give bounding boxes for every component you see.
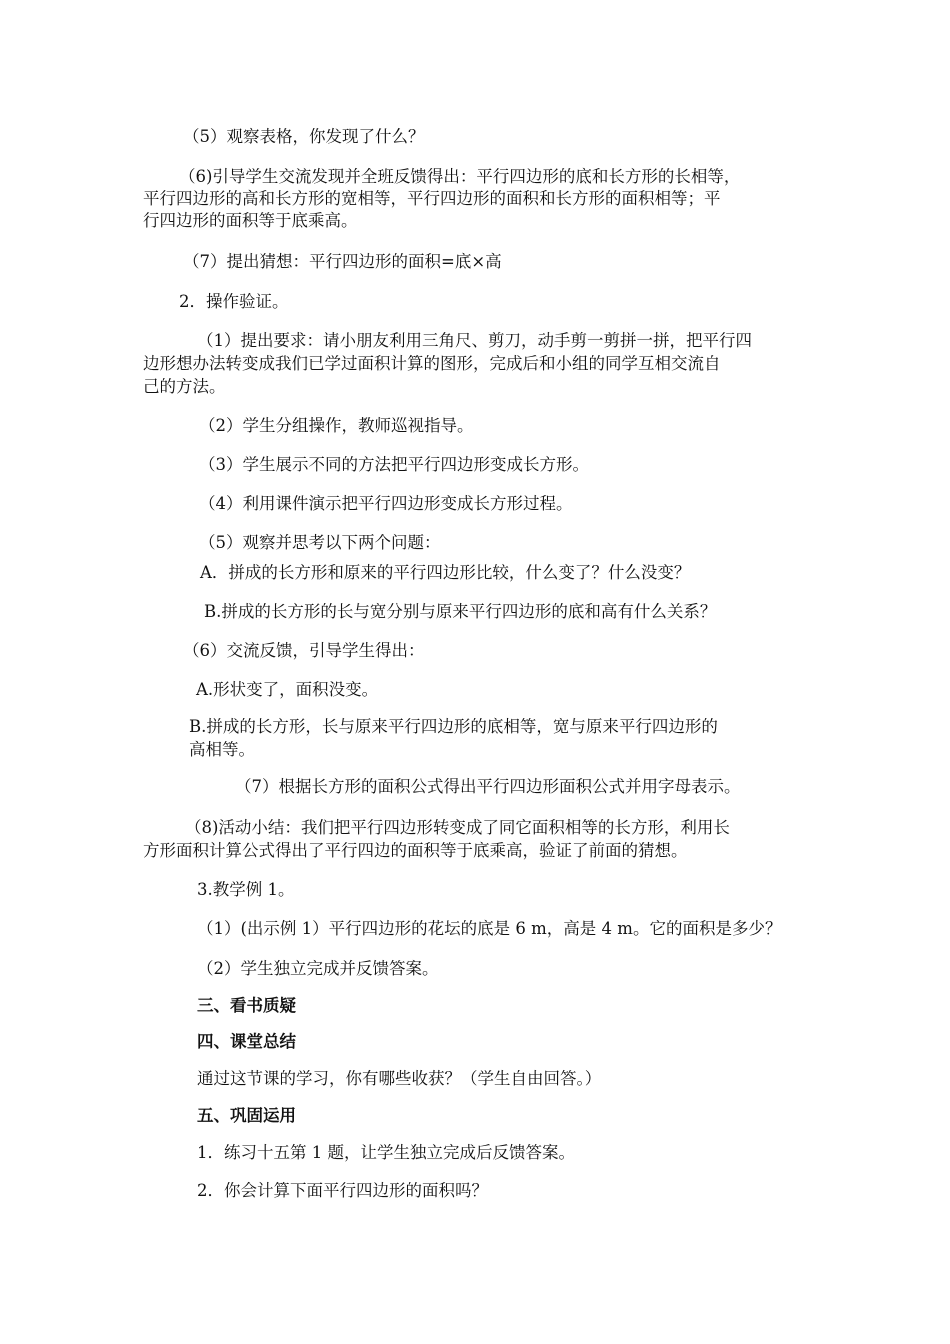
text-line: 1．练习十五第 1 题，让学生独立完成后反馈答案。 — [197, 1143, 575, 1162]
text-line: 己的方法。 — [143, 377, 226, 396]
text-line: 平行四边形的高和长方形的宽相等，平行四边形的面积和长方形的面积相等；平 — [143, 189, 721, 208]
text-line: 通过这节课的学习，你有哪些收获？（学生自由回答。） — [197, 1069, 602, 1088]
text-line: 2．你会计算下面平行四边形的面积吗？ — [197, 1181, 488, 1200]
text-line: （7）根据长方形的面积公式得出平行四边形面积公式并用字母表示。 — [235, 777, 741, 796]
text-line: （2）学生独立完成并反馈答案。 — [197, 959, 439, 978]
text-line: 高相等。 — [189, 740, 255, 759]
text-line: 2．操作验证。 — [179, 292, 289, 311]
text-line: A．拼成的长方形和原来的平行四边形比较，什么变了？什么没变？ — [200, 563, 691, 582]
text-line: 边形想办法转变成我们已学过面积计算的图形，完成后和小组的同学互相交流自 — [143, 354, 721, 373]
text-line: （5）观察并思考以下两个问题： — [199, 533, 441, 552]
text-line: （4）利用课件演示把平行四边形变成长方形过程。 — [199, 494, 573, 513]
text-line: 行四边形的面积等于底乘高。 — [143, 211, 358, 230]
text-line: （8)活动小结：我们把平行四边形转变成了同它面积相等的长方形，利用长 — [185, 818, 730, 837]
text-line: A.形状变了，面积没变。 — [196, 680, 379, 699]
text-line: （1）提出要求：请小朋友利用三角尺、剪刀，动手剪一剪拼一拼，把平行四 — [197, 331, 752, 350]
text-line: （3）学生展示不同的方法把平行四边形变成长方形。 — [199, 455, 589, 474]
text-line: （2）学生分组操作，教师巡视指导。 — [199, 416, 474, 435]
section-heading: 五、巩固运用 — [197, 1106, 296, 1125]
text-line: （5）观察表格，你发现了什么？ — [183, 127, 425, 146]
section-heading: 三、看书质疑 — [197, 996, 296, 1015]
text-line: 方形面积计算公式得出了平行四边的面积等于底乘高，验证了前面的猜想。 — [143, 841, 688, 860]
text-line: （1）(出示例 1）平行四边形的花坛的底是 6 m，高是 4 m。它的面积是多少？ — [197, 919, 782, 938]
text-line: （7）提出猜想：平行四边形的面积=底×高 — [183, 252, 502, 271]
text-line: 3.教学例 1。 — [197, 880, 295, 899]
text-line: B.拼成的长方形，长与原来平行四边形的底相等，宽与原来平行四边形的 — [189, 717, 718, 736]
text-line: （6)引导学生交流发现并全班反馈得出：平行四边形的底和长方形的长相等， — [179, 167, 741, 186]
section-heading: 四、课堂总结 — [197, 1032, 296, 1051]
text-line: （6）交流反馈，引导学生得出： — [183, 641, 425, 660]
text-line: B.拼成的长方形的长与宽分别与原来平行四边形的底和高有什么关系？ — [204, 602, 717, 621]
